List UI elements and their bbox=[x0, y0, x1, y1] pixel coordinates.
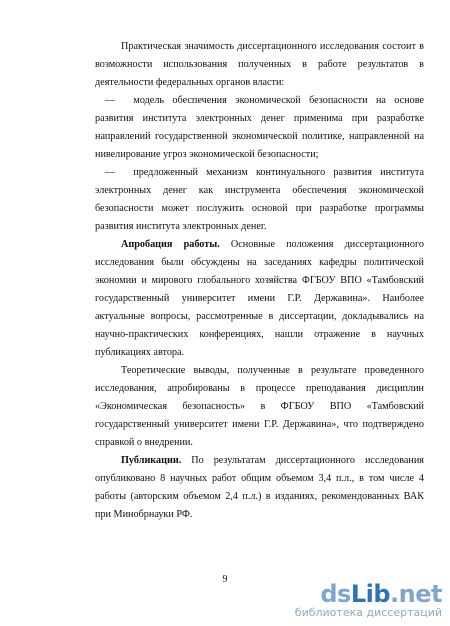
list-item-mechanism bbox=[95, 164, 424, 236]
watermark-tagline: библиотека диссертаций bbox=[294, 606, 442, 619]
logo-part-ds: ds bbox=[320, 580, 351, 608]
watermark bbox=[272, 582, 442, 620]
list-item-text: модель обеспечения экономической безопасности на основе развития института электронных денег применима при разработке направлений государственной экономической политике, направленной на нивелирование угроз экономической безопасности; bbox=[95, 95, 424, 160]
dash-bullet: — bbox=[104, 167, 116, 178]
watermark-logo bbox=[272, 582, 442, 606]
section-lead-publications: Публикации. bbox=[121, 455, 182, 466]
paragraph-publications bbox=[95, 452, 424, 524]
logo-part-lib: Lib bbox=[350, 580, 391, 608]
list-item-model bbox=[95, 92, 424, 164]
paragraph-text: Теоретические выводы, полученные в результате проведенного исследования, апробированы в процессе преподавания дисциплин «Экономическая безопасность» в ФГБОУ ВПО «Тамбовский государственный университет имени Г.Р. Державина», что подтверждено справкой о внедрении. bbox=[95, 365, 424, 448]
paragraph-significance bbox=[95, 38, 424, 92]
page-number: 9 bbox=[222, 574, 228, 585]
logo-part-net: .net bbox=[390, 580, 442, 608]
section-lead-approbation: Апробация работы. bbox=[121, 239, 220, 250]
paragraph-text: Основные положения диссертационного исследования были обсуждены на заседаниях кафедры политической экономии и мирового глобального хозяйства ФГБОУ ВПО «Тамбовский государственный университет имени Г.Р. Державина». Наиболее актуальные вопросы, рассмотренные в диссертации, докладывались на научно-практических конференциях, нашли отражение в научных публикациях автора. bbox=[95, 239, 424, 358]
dash-bullet: — bbox=[104, 95, 116, 106]
paragraph-text: По результатам диссертационного исследования опубликовано 8 научных работ общим объемом 3,4 п.л., в том числе 4 работы (авторским объемом 2,4 п.л.) в изданиях, рекомендованных ВАК при Минобрнауки РФ. bbox=[95, 455, 424, 520]
paragraph-text: Практическая значимость диссертационного исследования состоит в возможности использования полученных в работе результатов в деятельности федеральных органов власти: bbox=[95, 41, 424, 88]
document-body bbox=[95, 38, 424, 524]
list-item-text: предложенный механизм континуального развития института электронных денег как инструмента обеспечения экономической безопасности может послужить основой при разработке программы развития института электронных денег. bbox=[95, 167, 424, 232]
paragraph-conclusions bbox=[95, 362, 424, 452]
paragraph-approbation bbox=[95, 236, 424, 362]
